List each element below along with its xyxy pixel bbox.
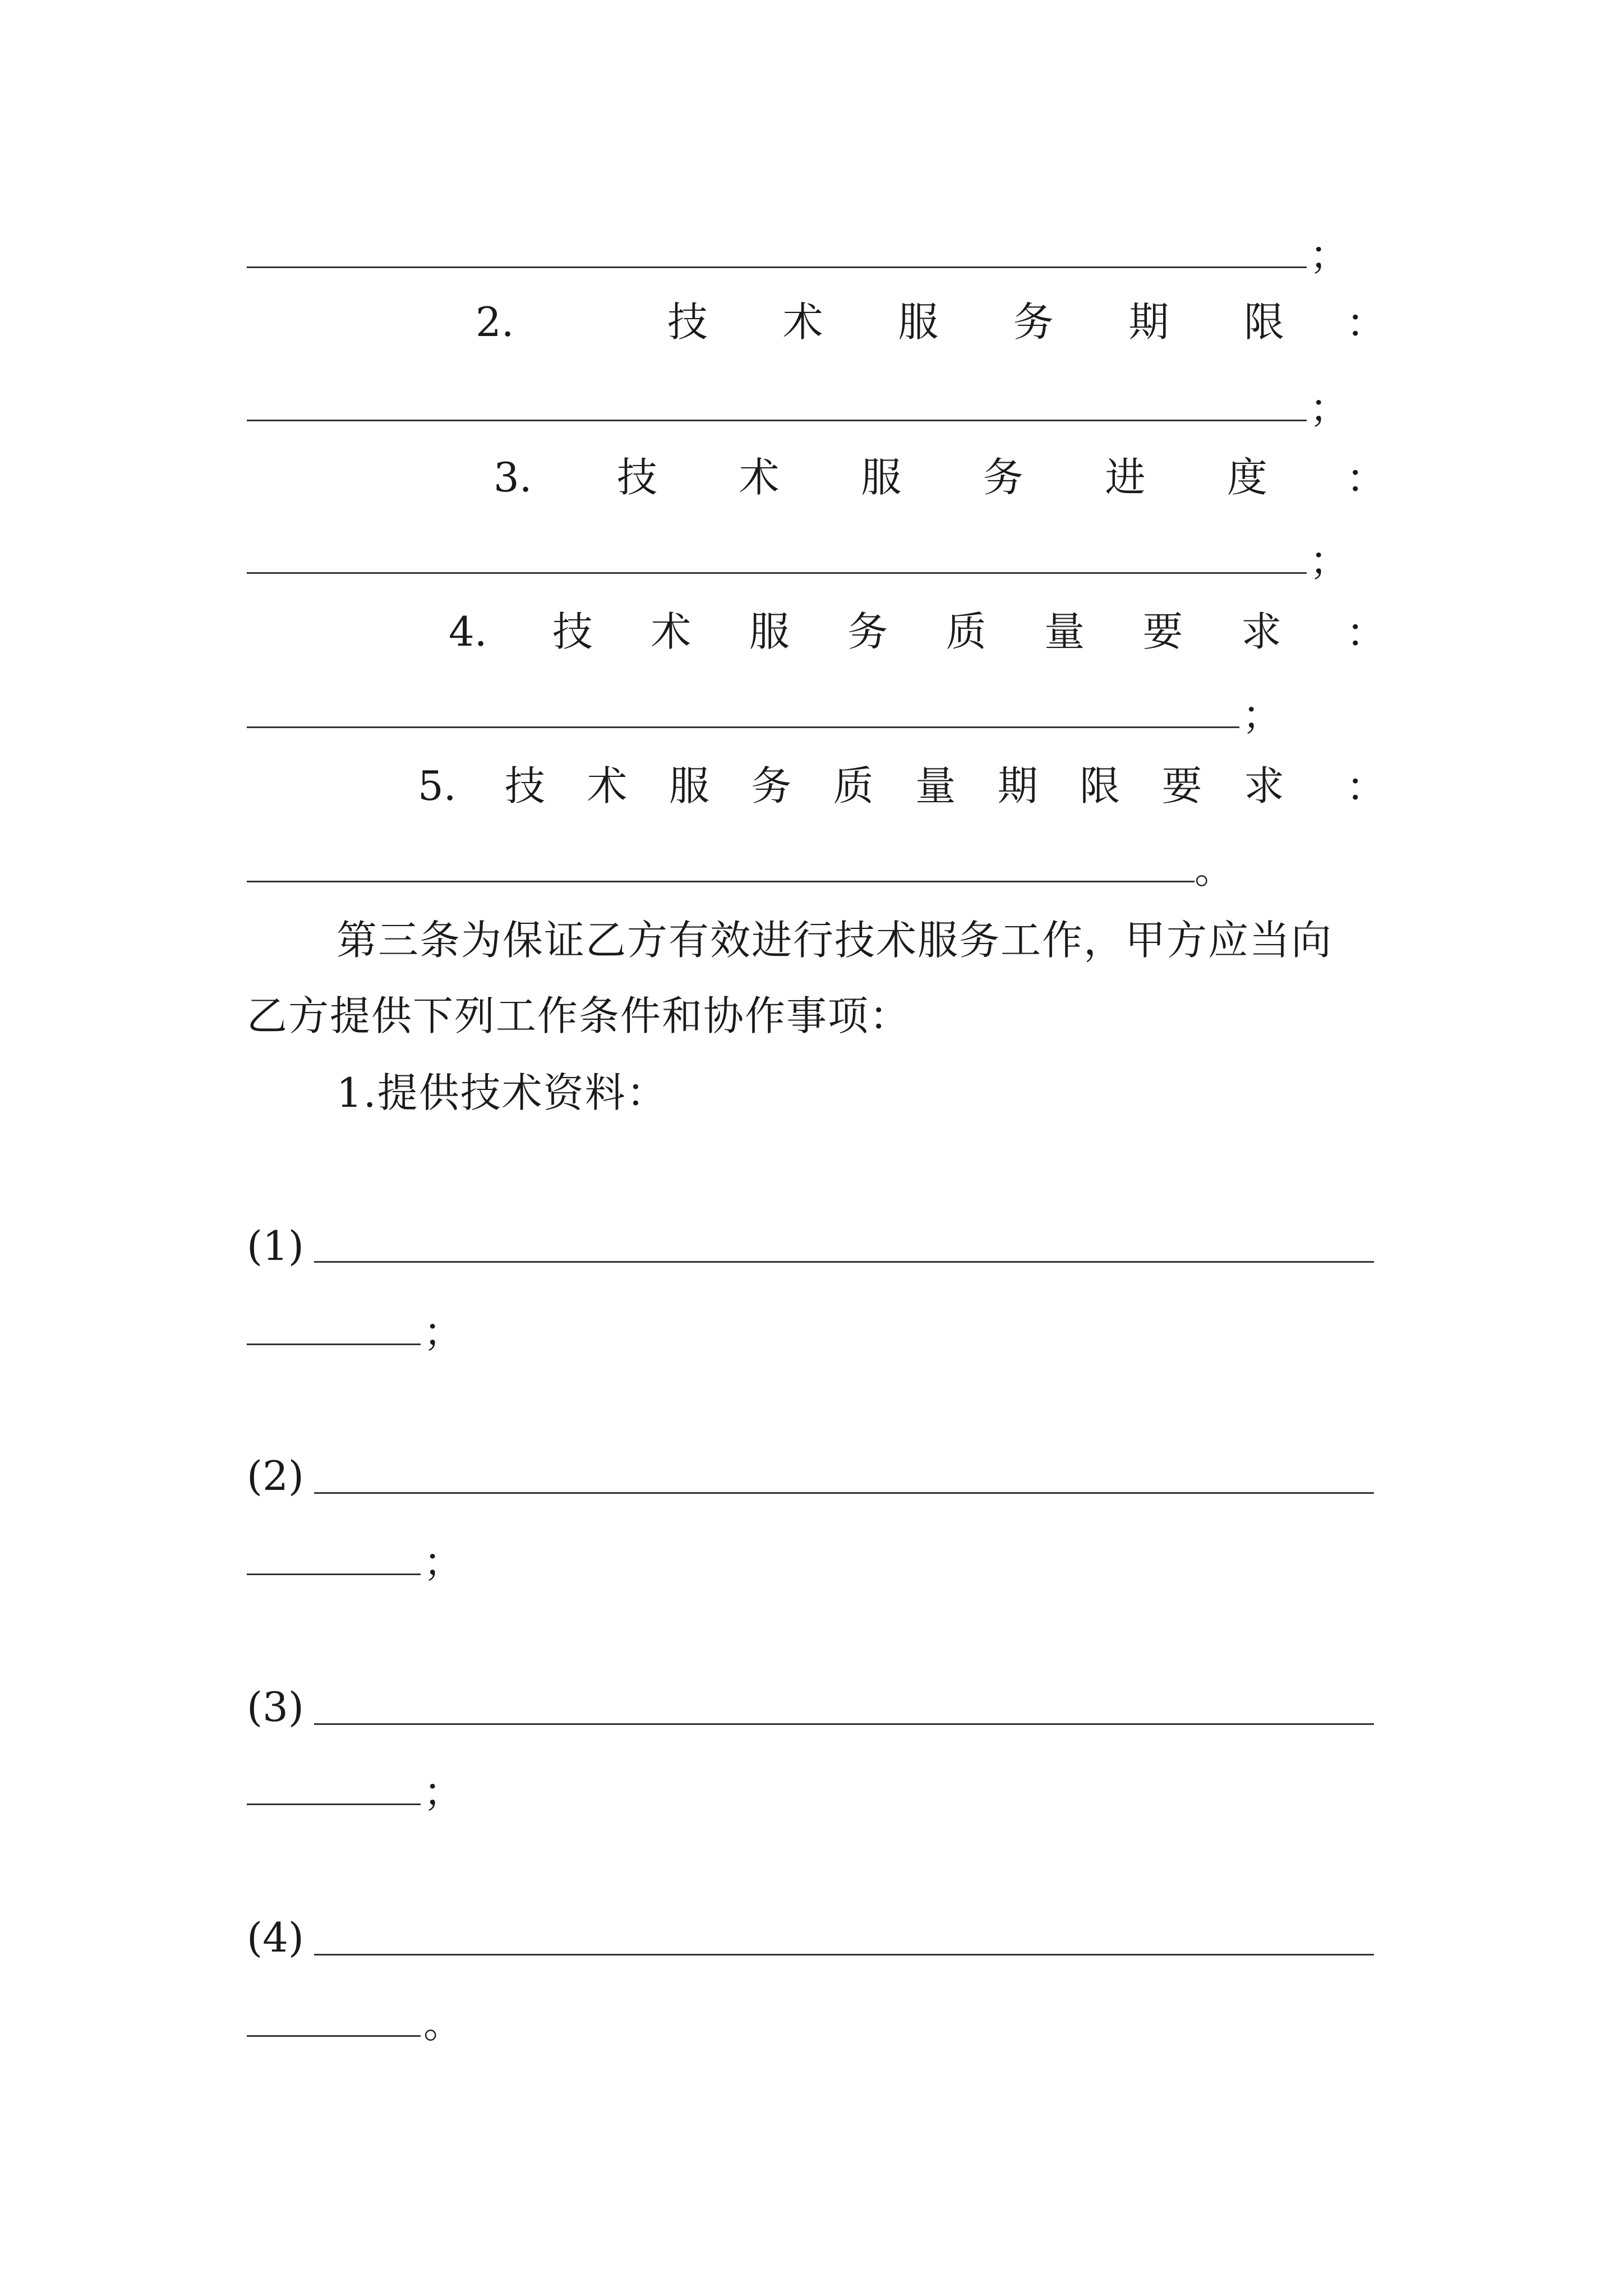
item-char: 度 — [1227, 454, 1267, 501]
item-char: 要 — [1161, 762, 1202, 809]
semicolon: ； — [423, 1309, 463, 1355]
blank-line-continued — [247, 2035, 421, 2037]
item-char: 质 — [833, 762, 874, 809]
sub-heading: 1.提供技术资料： — [336, 1069, 668, 1116]
item-char: 技 — [617, 454, 658, 501]
item-number: 2. — [476, 298, 514, 346]
blank-line-continued — [247, 1803, 421, 1805]
period: 。 — [423, 2001, 463, 2047]
item-char: 要 — [1142, 608, 1183, 655]
colon: ： — [1346, 455, 1387, 502]
semicolon: ； — [1242, 692, 1281, 738]
item-char: 量 — [1044, 608, 1085, 655]
item-char: 务 — [983, 454, 1023, 501]
colon: ： — [1346, 300, 1387, 347]
blank-line — [314, 1492, 1374, 1494]
item-number: 3. — [494, 454, 532, 501]
material-label: (2) — [247, 1452, 304, 1499]
colon: ： — [1346, 609, 1387, 656]
item-char: 限 — [1080, 762, 1121, 809]
item-char: 期 — [1128, 298, 1169, 346]
semicolon: ； — [1310, 538, 1349, 584]
blank-line — [247, 572, 1307, 574]
semicolon: ； — [1310, 232, 1349, 278]
item-title — [505, 762, 1284, 809]
item-char: 量 — [915, 762, 956, 809]
item-char: 服 — [668, 762, 709, 809]
item-char: 服 — [749, 608, 790, 655]
material-label: (4) — [247, 1914, 304, 1961]
item-number: 4. — [449, 608, 487, 655]
item-number: 5. — [418, 762, 457, 809]
item-title — [552, 608, 1281, 655]
blank-line-continued — [247, 1573, 421, 1575]
item-char: 限 — [1243, 298, 1284, 346]
semicolon: ； — [423, 1769, 463, 1815]
item-char: 术 — [782, 298, 823, 346]
item-char: 务 — [847, 608, 888, 655]
article-3-line-2: 乙方提供下列工作条件和协作事项： — [247, 992, 911, 1039]
material-label: (1) — [247, 1222, 304, 1269]
semicolon: ； — [1310, 385, 1349, 431]
item-title — [617, 454, 1267, 501]
blank-line — [314, 1723, 1374, 1725]
blank-line — [247, 726, 1239, 728]
period: 。 — [1195, 846, 1234, 892]
item-char: 务 — [751, 762, 792, 809]
blank-line — [247, 881, 1195, 882]
blank-line — [247, 266, 1307, 268]
item-char: 求 — [1243, 762, 1284, 809]
item-char: 进 — [1105, 454, 1146, 501]
material-label: (3) — [247, 1683, 304, 1731]
item-char: 术 — [587, 762, 628, 809]
article-3-line-1: 第三条为保证乙方有效进行技术服务工作，甲方应当向 — [336, 917, 1333, 964]
item-char: 质 — [946, 608, 986, 655]
item-char: 技 — [552, 608, 593, 655]
item-char: 术 — [739, 454, 780, 501]
semicolon: ； — [423, 1539, 463, 1585]
item-char: 期 — [997, 762, 1038, 809]
blank-line — [247, 420, 1307, 421]
blank-line — [314, 1954, 1374, 1955]
blank-line-continued — [247, 1343, 421, 1345]
item-char: 技 — [505, 762, 546, 809]
item-char: 术 — [651, 608, 691, 655]
blank-line — [314, 1261, 1374, 1263]
item-char: 技 — [667, 298, 708, 346]
item-char: 服 — [898, 298, 939, 346]
item-title — [667, 298, 1284, 346]
colon: ： — [1346, 763, 1387, 811]
item-char: 务 — [1013, 298, 1054, 346]
item-char: 服 — [861, 454, 902, 501]
item-char: 求 — [1241, 608, 1281, 655]
